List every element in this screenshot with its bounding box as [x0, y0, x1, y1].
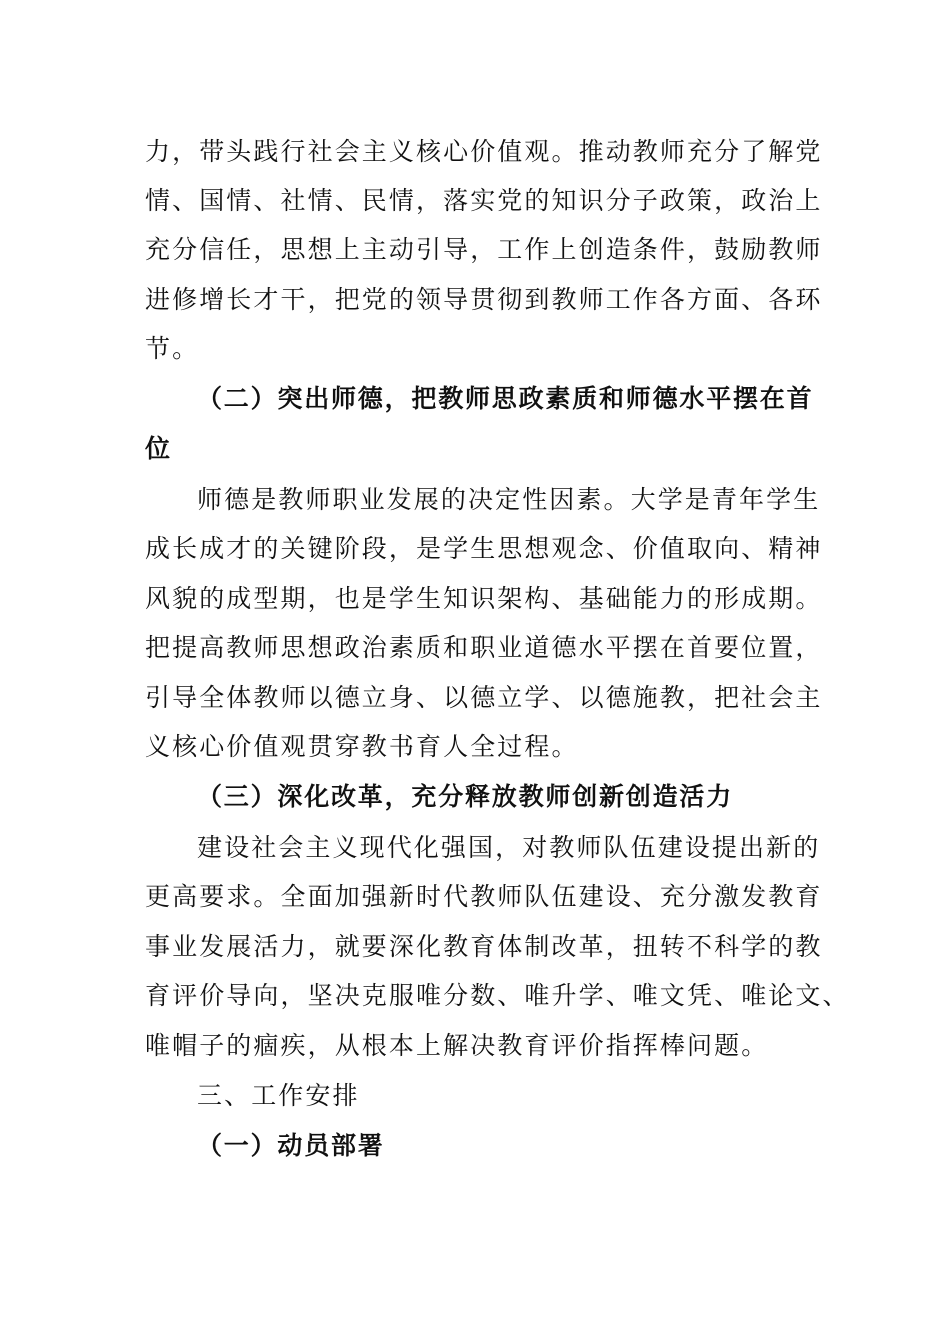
body-text-line: 节。: [145, 334, 200, 363]
section-heading-continued: 位: [145, 434, 172, 463]
body-text-line: 风貌的成型期，也是学生知识架构、基础能力的形成期。: [145, 584, 823, 613]
section-heading: （二）突出师德，把教师思政素质和师德水平摆在首: [197, 384, 814, 413]
body-text-line: 事业发展活力，就要深化教育体制改革，扭转不科学的教: [145, 932, 823, 961]
body-text-line: 引导全体教师以德立身、以德立学、以德施教，把社会主: [145, 683, 823, 712]
section-title: 三、工作安排: [197, 1081, 360, 1110]
body-text-line: 把提高教师思想政治素质和职业道德水平摆在首要位置，: [145, 633, 823, 662]
body-text-line: 师德是教师职业发展的决定性因素。大学是青年学生: [197, 485, 821, 514]
body-text-line: 建设社会主义现代化强国，对教师队伍建设提出新的: [197, 833, 821, 862]
body-text-line: 更高要求。全面加强新时代教师队伍建设、充分激发教育: [145, 882, 823, 911]
body-text-line: 情、国情、社情、民情，落实党的知识分子政策，政治上: [145, 186, 823, 215]
body-text-line: 力，带头践行社会主义核心价值观。推动教师充分了解党: [145, 137, 823, 166]
body-text-line: 义核心价值观贯穿教书育人全过程。: [145, 732, 579, 761]
subsection-heading: （一）动员部署: [197, 1131, 385, 1160]
section-heading: （三）深化改革，充分释放教师创新创造活力: [197, 782, 734, 811]
body-text-line: 进修增长才干，把党的领导贯彻到教师工作各方面、各环: [145, 285, 823, 314]
body-text-line: 唯帽子的痼疾，从根本上解决教育评价指挥棒问题。: [145, 1031, 769, 1060]
body-text-line: 育评价导向，坚决克服唯分数、唯升学、唯文凭、唯论文、: [145, 981, 850, 1010]
body-text-line: 成长成才的关键阶段，是学生思想观念、价值取向、精神: [145, 534, 823, 563]
body-text-line: 充分信任，思想上主动引导，工作上创造条件，鼓励教师: [145, 235, 823, 264]
